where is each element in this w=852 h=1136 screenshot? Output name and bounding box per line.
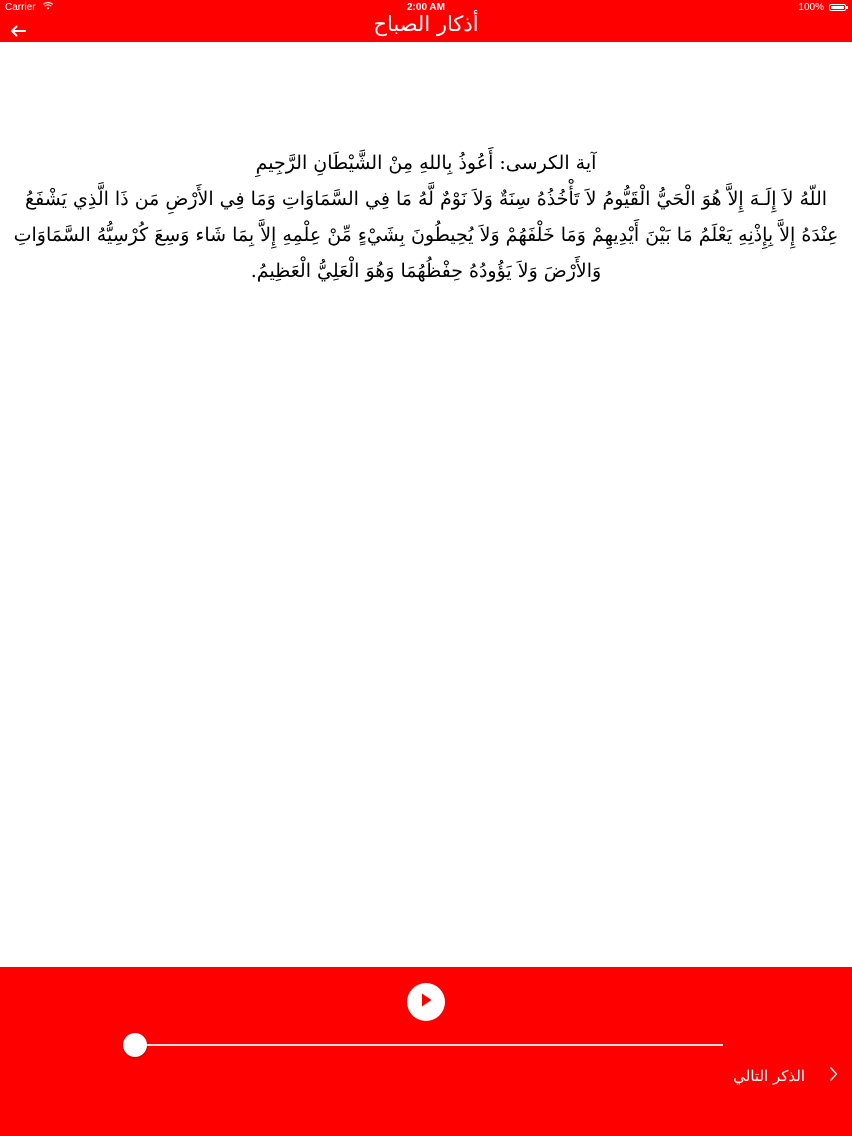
carrier-label: Carrier <box>5 2 36 13</box>
next-dhikr-button[interactable] <box>733 1061 838 1091</box>
play-button[interactable] <box>407 983 445 1021</box>
battery-percent: 100% <box>798 2 824 13</box>
battery-icon <box>829 4 846 11</box>
progress-slider-thumb[interactable] <box>123 1033 147 1057</box>
chevron-right-icon <box>829 1066 838 1086</box>
page-title: أذكار الصباح <box>373 12 479 36</box>
next-dhikr-label: الذكر التالي <box>733 1067 805 1085</box>
progress-slider-track[interactable] <box>135 1044 723 1046</box>
dhikr-body: اللّهُ لاَ إِلَـهَ إِلاَّ هُوَ الْحَيُّ الْقَيُّومُ لاَ تَأْخُذُهُ سِنَةٌ وَلاَ نَوْمٌ لَّهُ مَا فِي السَّمَاوَاتِ وَمَا فِي الأَرْضِ مَن ذَا الَّذِي يَشْفَعُ عِنْدَهُ إِلاَّ بِإِذْنِهِ يَعْلَمُ مَا بَيْنَ أَيْدِيهِمْ وَمَا خَلْفَهُمْ وَلاَ يُحِيطُونَ بِشَيْءٍ مِّنْ عِلْمِهِ إِلاَّ بِمَا شَاء وَسِعَ كُرْسِيُّهُ السَّمَاوَاتِ وَالأَرْضَ وَلاَ يَؤُودُهُ حِفْظُهُمَا وَهُوَ الْعَلِيُّ الْعَظِيمُ. <box>13 188 839 282</box>
dhikr-text <box>6 145 846 289</box>
top-bar <box>0 0 852 42</box>
dhikr-intro: آية الكرسى: أَعُوذُ بِاللهِ مِنْ الشَّيْطَانِ الرَّجِيمِ <box>255 152 597 174</box>
audio-player <box>0 967 852 1136</box>
play-icon <box>419 992 433 1012</box>
clock: 2:00 AM <box>407 2 445 13</box>
